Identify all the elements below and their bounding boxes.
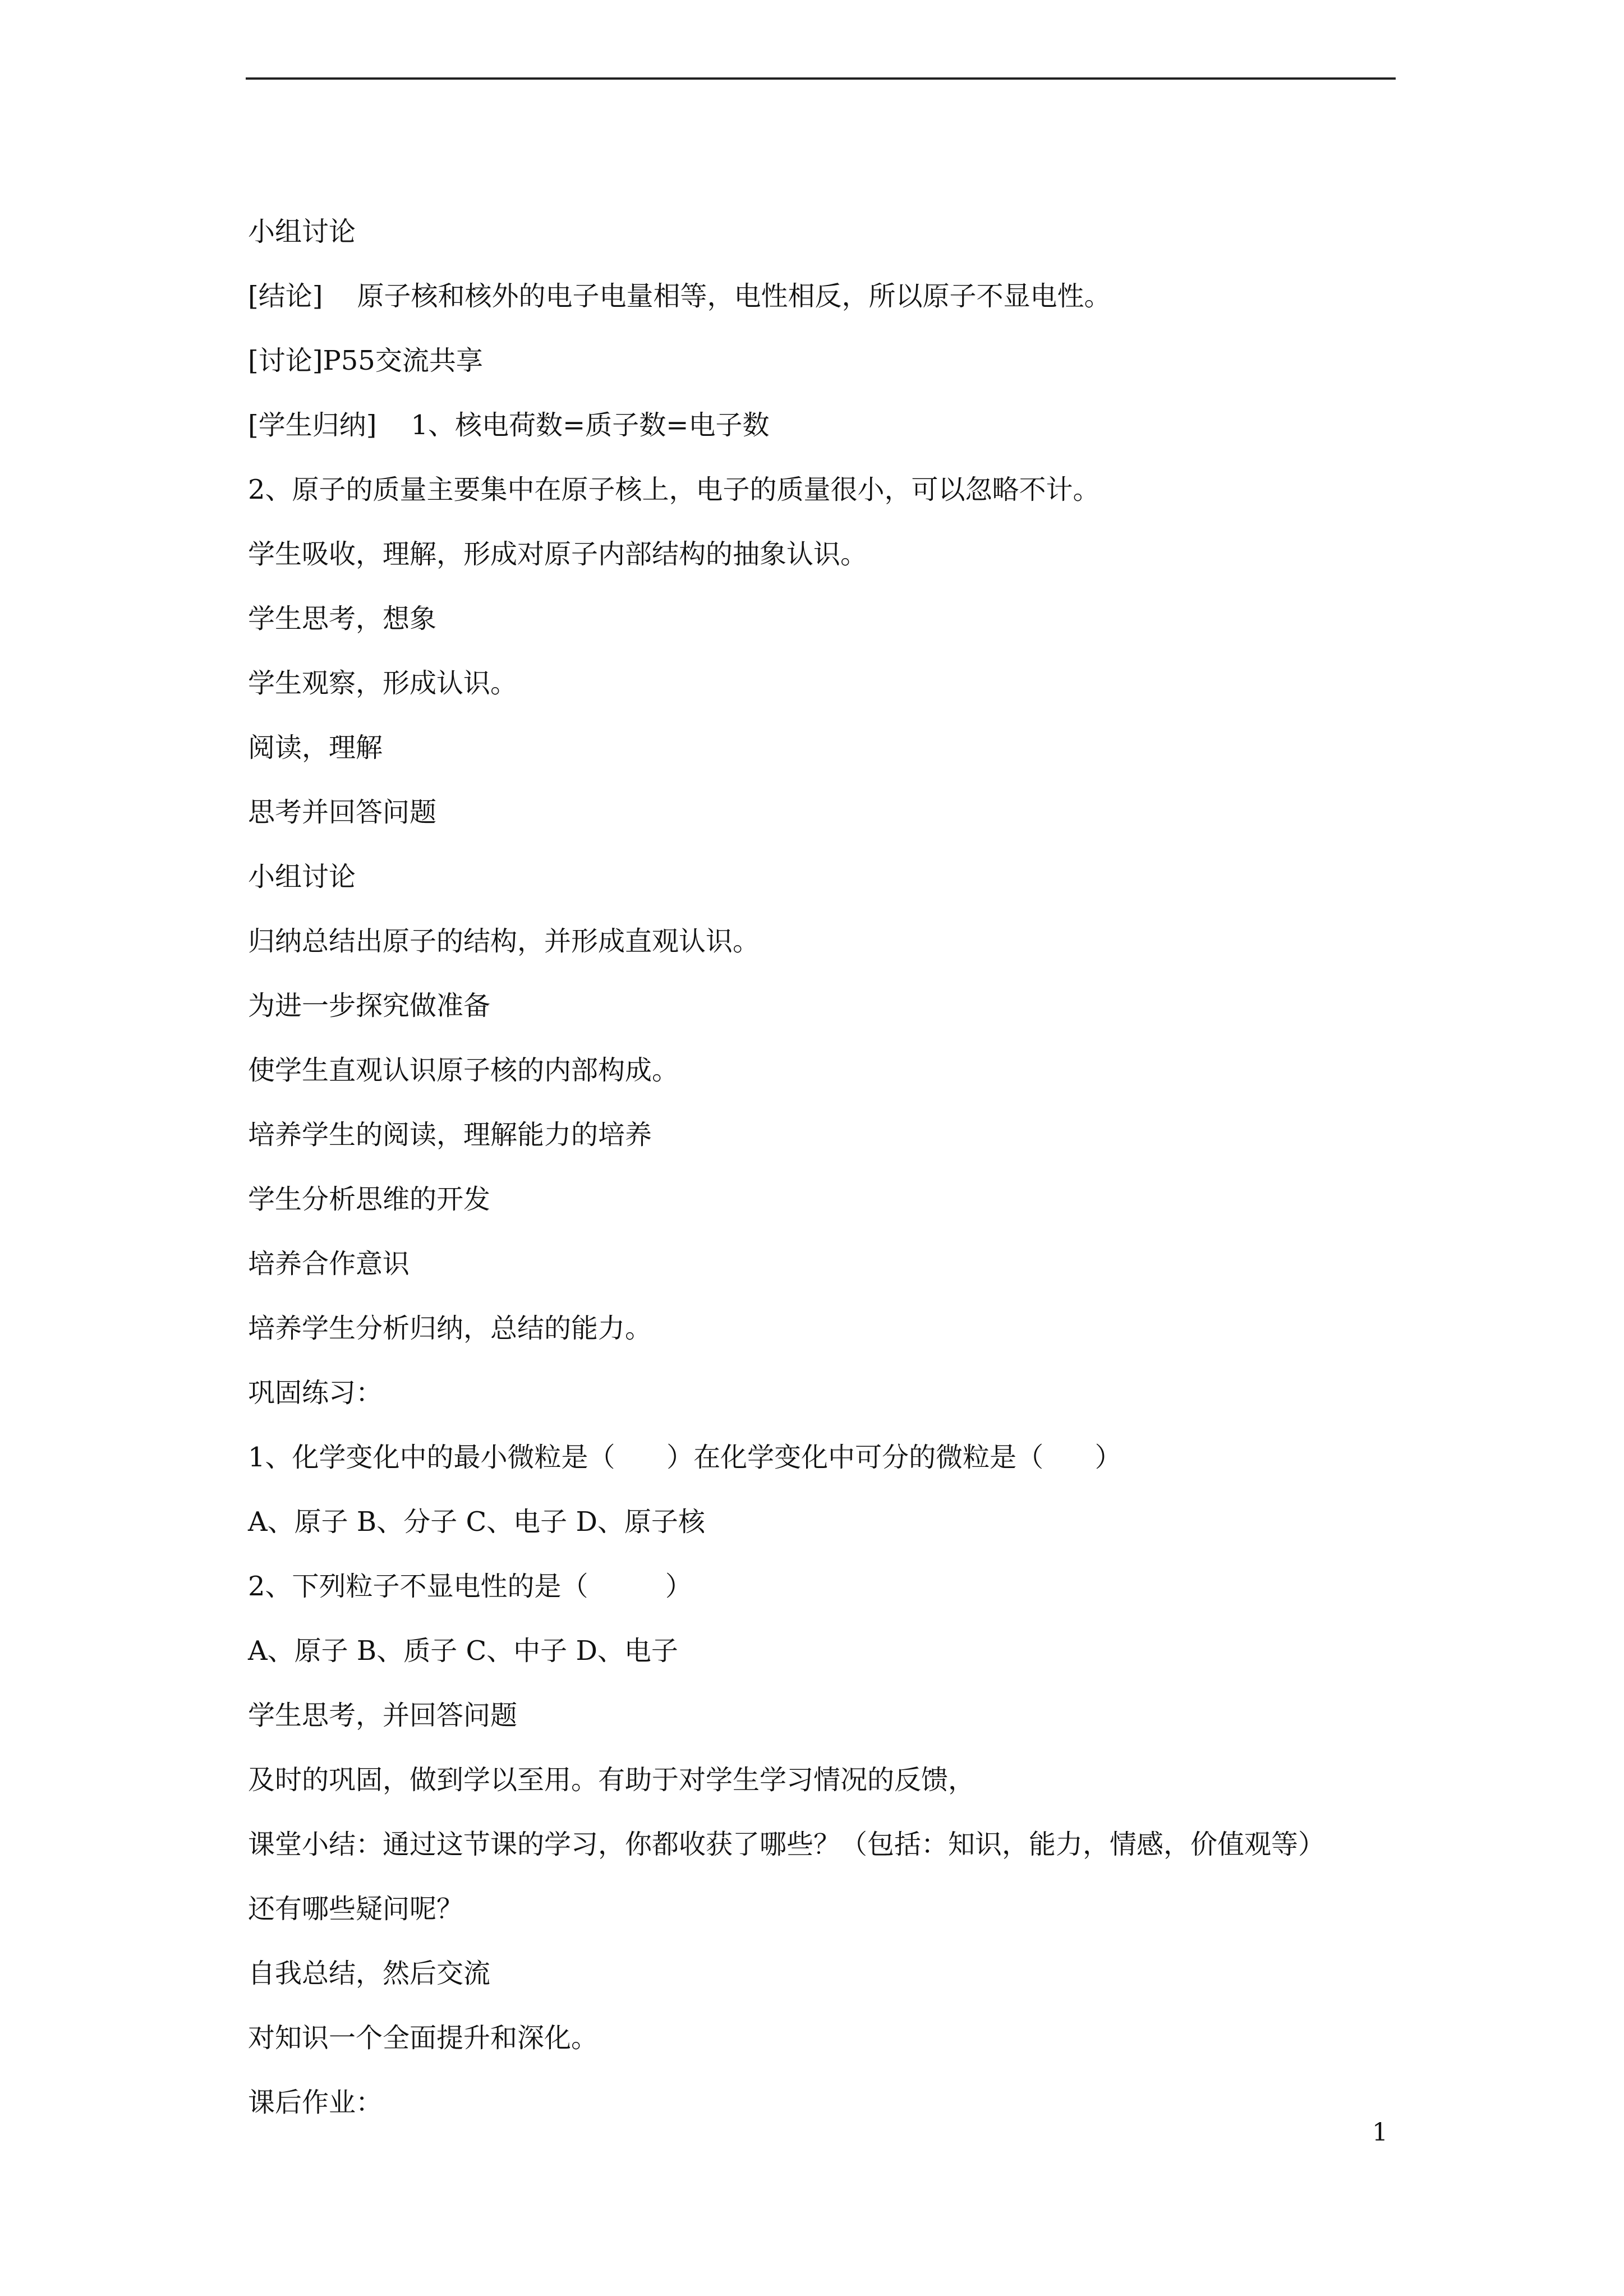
text-line: 小组讨论 xyxy=(248,216,356,247)
text-line: 课后作业： xyxy=(248,2087,383,2118)
text-line: [学生归纳] 1、核电荷数=质子数=电子数 xyxy=(248,409,770,441)
text-line: A、原子 B、质子 C、中子 D、电子 xyxy=(248,1635,678,1667)
text-line: 培养学生分析归纳，总结的能力。 xyxy=(248,1313,652,1344)
text-line: A、原子 B、分子 C、电子 D、原子核 xyxy=(248,1506,705,1538)
text-line: 使学生直观认识原子核的内部构成。 xyxy=(248,1055,679,1086)
text-line: 课堂小结：通过这节课的学习，你都收获了哪些？（包括：知识，能力，情感，价值观等） xyxy=(248,1829,1326,1860)
header-rule xyxy=(246,77,1396,80)
text-line: 小组讨论 xyxy=(248,861,356,892)
document-body xyxy=(248,213,1409,2148)
text-line: 阅读，理解 xyxy=(248,732,383,763)
text-line: 培养学生的阅读，理解能力的培养 xyxy=(248,1119,652,1151)
text-line: 对知识一个全面提升和深化。 xyxy=(248,2022,599,2054)
text-line: [结论] 原子核和核外的电子电量相等，电性相反，所以原子不显电性。 xyxy=(248,280,1111,312)
text-line: 学生吸收，理解，形成对原子内部结构的抽象认识。 xyxy=(248,539,868,570)
text-line: 学生分析思维的开发 xyxy=(248,1184,491,1215)
text-line: 及时的巩固，做到学以至用。有助于对学生学习情况的反馈， xyxy=(248,1764,976,1796)
text-line: [讨论]P55交流共享 xyxy=(248,345,483,376)
text-line: 学生观察，形成认识。 xyxy=(248,668,518,699)
text-line: 归纳总结出原子的结构，并形成直观认识。 xyxy=(248,926,760,957)
text-line: 还有哪些疑问呢？ xyxy=(248,1893,464,1925)
text-line: 思考并回答问题 xyxy=(248,797,437,828)
text-line: 2、原子的质量主要集中在原子核上，电子的质量很小，可以忽略不计。 xyxy=(248,474,1100,505)
text-line: 自我总结，然后交流 xyxy=(248,1958,491,1989)
text-line: 培养合作意识 xyxy=(248,1248,410,1280)
text-line: 巩固练习： xyxy=(248,1377,383,1409)
text-line: 学生思考，并回答问题 xyxy=(248,1700,518,1731)
text-line: 为进一步探究做准备 xyxy=(248,990,491,1022)
page-number: 1 xyxy=(1372,2118,1388,2147)
text-line: 1、化学变化中的最小微粒是（ ）在化学变化中可分的微粒是（ ） xyxy=(248,1442,1122,1473)
text-line: 学生思考，想象 xyxy=(248,603,437,634)
text-line: 2、下列粒子不显电性的是（ ） xyxy=(248,1571,692,1602)
